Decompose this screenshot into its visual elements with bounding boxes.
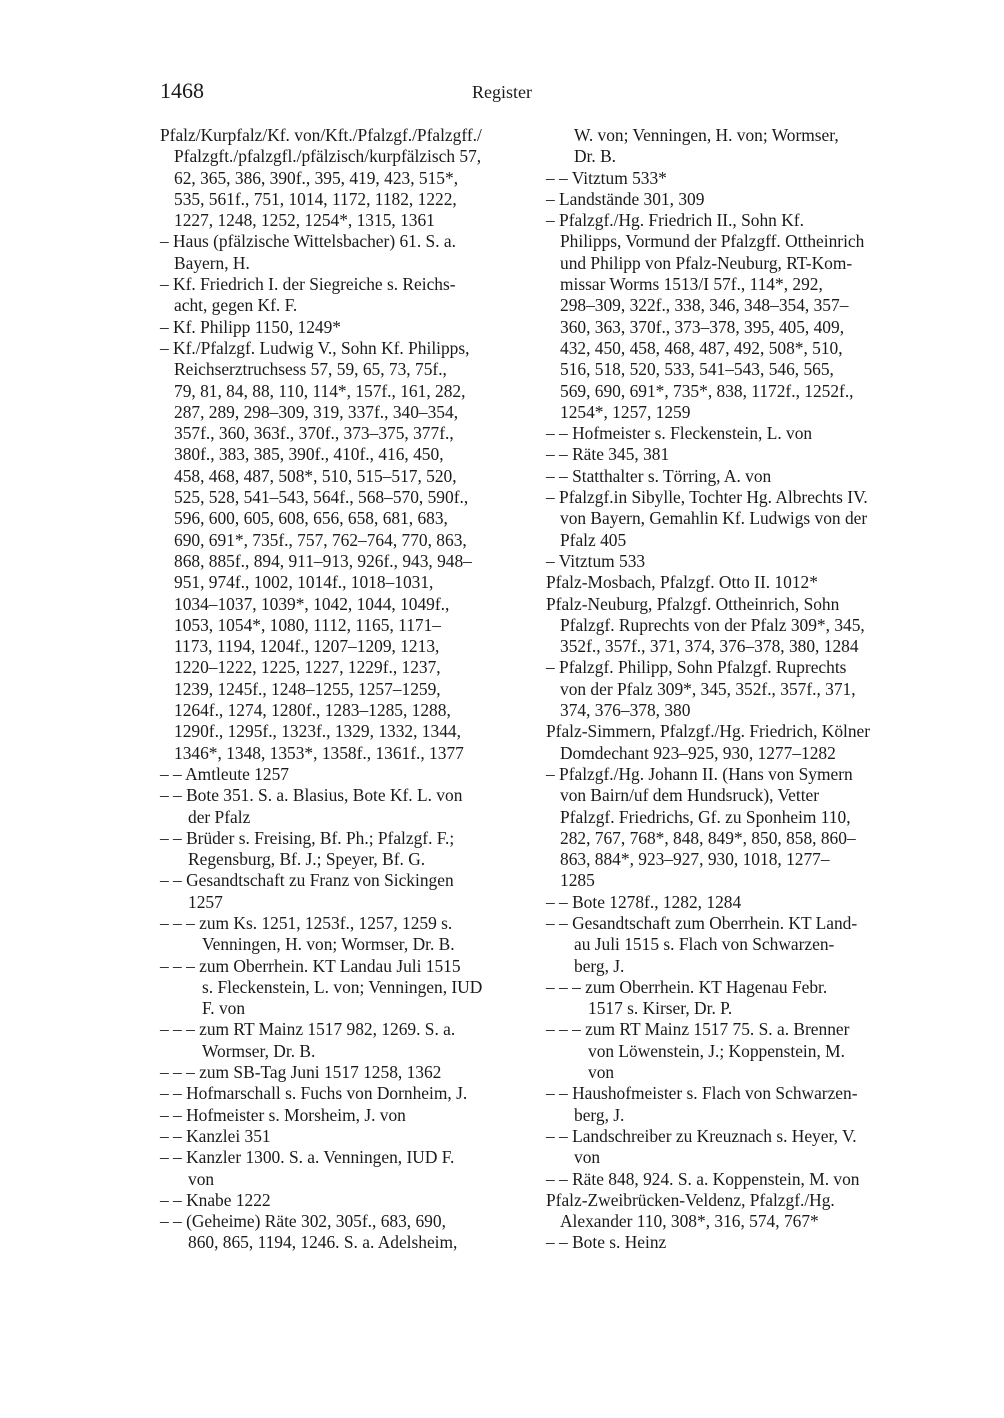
- index-entry-line: Pfalz/Kurpfalz/Kf. von/Kft./Pfalzgf./Pfalzgff./: [160, 125, 482, 145]
- index-entry-line: – – (Geheime) Räte 302, 305f., 683, 690,: [160, 1211, 446, 1232]
- index-entry-continuation: Reichserztruchsess 57, 59, 65, 73, 75f.,: [174, 359, 447, 380]
- index-entry-continuation: acht, gegen Kf. F.: [174, 295, 298, 316]
- index-entry-continuation: missar Worms 1513/I 57f., 114*, 292,: [560, 274, 823, 295]
- page-number: 1468: [160, 78, 204, 103]
- index-entry-continuation: berg, J.: [574, 1104, 625, 1125]
- index-entry-continuation: Domdechant 923–925, 930, 1277–1282: [560, 742, 836, 763]
- index-entry-line: – Vitztum 533: [546, 550, 646, 571]
- index-entry-continuation: der Pfalz: [188, 806, 251, 827]
- index-entry-continuation: 1254*, 1257, 1259: [560, 401, 691, 422]
- index-entry-line: – – Landschreiber zu Kreuznach s. Heyer, V.: [546, 1125, 857, 1146]
- index-entry-continuation: 863, 884*, 923–927, 930, 1018, 1277–: [560, 849, 830, 870]
- index-entry-continuation: 1290f., 1295f., 1323f., 1329, 1332, 1344,: [174, 721, 461, 742]
- index-entry-line: – Kf. Friedrich I. der Siegreiche s. Reichs-: [160, 274, 456, 295]
- index-entry-continuation: 1346*, 1348, 1353*, 1358f., 1361f., 1377: [174, 742, 464, 763]
- index-entry-line: – – Bote 351. S. a. Blasius, Bote Kf. L. von: [160, 785, 463, 806]
- index-entry-line: – – – zum Oberrhein. KT Landau Juli 1515: [160, 955, 461, 976]
- index-entry-continuation: 79, 81, 84, 88, 110, 114*, 157f., 161, 282,: [174, 380, 466, 401]
- index-entry-line: – – Hofmarschall s. Fuchs von Dornheim, J.: [160, 1083, 468, 1104]
- index-entry-line: – – – zum RT Mainz 1517 982, 1269. S. a.: [160, 1019, 456, 1040]
- index-entry-continuation: F. von: [202, 998, 246, 1019]
- index-entry-line: – – Bote 1278f., 1282, 1284: [546, 891, 742, 912]
- index-entry-line: – Kf. Philipp 1150, 1249*: [160, 316, 341, 337]
- index-entry-continuation: Regensburg, Bf. J.; Speyer, Bf. G.: [188, 849, 426, 870]
- index-entry-continuation: Philipps, Vormund der Pfalzgff. Ottheinrich: [560, 231, 865, 252]
- index-entry-continuation: von Bayern, Gemahlin Kf. Ludwigs von der: [560, 508, 868, 529]
- index-entry-line: – – Gesandtschaft zu Franz von Sickingen: [160, 870, 454, 891]
- index-entry-line: – – Räte 848, 924. S. a. Koppenstein, M. von: [546, 1168, 860, 1189]
- index-entry-continuation: 1173, 1194, 1204f., 1207–1209, 1213,: [174, 636, 440, 657]
- index-entry-continuation: berg, J.: [574, 955, 625, 976]
- index-entry-line: – – Amtleute 1257: [160, 763, 289, 784]
- index-entry-continuation: 860, 865, 1194, 1246. S. a. Adelsheim,: [188, 1232, 458, 1253]
- index-entry-continuation: 1220–1222, 1225, 1227, 1229f., 1237,: [174, 657, 441, 678]
- index-entry-continuation: von der Pfalz 309*, 345, 352f., 357f., 371,: [560, 678, 856, 699]
- index-entry-continuation: 287, 289, 298–309, 319, 337f., 340–354,: [174, 401, 459, 422]
- index-entry-line: – Landstände 301, 309: [546, 188, 705, 209]
- index-entry-continuation: 62, 365, 386, 390f., 395, 419, 423, 515*,: [174, 167, 459, 188]
- index-entry-line: – Pfalzgf.in Sibylle, Tochter Hg. Albrechts IV.: [546, 487, 868, 508]
- index-entry-line: – – Bote s. Heinz: [546, 1232, 667, 1253]
- index-entry-line: – – – zum Oberrhein. KT Hagenau Febr.: [546, 976, 828, 997]
- index-entry-continuation: 352f., 357f., 371, 374, 376–378, 380, 1284: [560, 636, 859, 657]
- index-entry-line: – – Brüder s. Freising, Bf. Ph.; Pfalzgf. F.;: [160, 827, 455, 848]
- index-entry-line: – Haus (pfälzische Wittelsbacher) 61. S. a.: [160, 231, 456, 252]
- index-entry-continuation: 1257: [188, 891, 223, 912]
- index-entry-continuation: von: [574, 1147, 601, 1168]
- index-entry-line: – Kf./Pfalzgf. Ludwig V., Sohn Kf. Philipps,: [160, 337, 470, 358]
- index-entry-line: Pfalz-Neuburg, Pfalzgf. Ottheinrich, Sohn: [546, 593, 840, 614]
- index-entry-line: – Pfalzgf./Hg. Friedrich II., Sohn Kf.: [546, 210, 804, 231]
- index-entry-line: – – Vitztum 533*: [546, 167, 667, 188]
- index-entry-continuation: von Bairn/uf dem Hundsruck), Vetter: [560, 785, 820, 806]
- index-entry-continuation: von: [188, 1168, 215, 1189]
- index-entry-continuation: 1285: [560, 870, 595, 891]
- index-entry-continuation: 298–309, 322f., 338, 346, 348–354, 357–: [560, 295, 849, 316]
- index-entry-line: – – Haushofmeister s. Flach von Schwarzen-: [546, 1083, 858, 1104]
- index-entry-continuation: au Juli 1515 s. Flach von Schwarzen-: [574, 934, 835, 955]
- index-entry-continuation: 596, 600, 605, 608, 656, 658, 681, 683,: [174, 508, 448, 529]
- running-head: Register: [472, 82, 532, 102]
- index-entry-line: – Pfalzgf./Hg. Johann II. (Hans von Symern: [546, 763, 853, 784]
- index-column-left: [160, 125, 532, 1254]
- index-entry-continuation: W. von; Venningen, H. von; Wormser,: [574, 125, 839, 145]
- index-entry-continuation: 569, 690, 691*, 735*, 838, 1172f., 1252f.,: [560, 380, 854, 401]
- index-entry-line: Pfalz-Simmern, Pfalzgf./Hg. Friedrich, Kölner: [546, 721, 871, 742]
- index-entry-line: – – Räte 345, 381: [546, 444, 670, 465]
- index-entry-line: – – Hofmeister s. Morsheim, J. von: [160, 1104, 406, 1125]
- index-entry-continuation: Bayern, H.: [174, 252, 250, 273]
- index-column-right: [546, 125, 914, 1254]
- index-entry-continuation: 951, 974f., 1002, 1014f., 1018–1031,: [174, 572, 434, 593]
- index-entry-continuation: Pfalzgf. Ruprechts von der Pfalz 309*, 345,: [560, 614, 865, 635]
- index-entry-continuation: 1053, 1054*, 1080, 1112, 1165, 1171–: [174, 614, 441, 635]
- index-entry-continuation: 1227, 1248, 1252, 1254*, 1315, 1361: [174, 210, 435, 231]
- index-entry-continuation: Dr. B.: [574, 146, 617, 167]
- index-entry-line: – – Gesandtschaft zum Oberrhein. KT Land-: [546, 912, 858, 933]
- index-entry-line: – – Kanzler 1300. S. a. Venningen, IUD F.: [160, 1147, 455, 1168]
- index-entry-line: – – Hofmeister s. Fleckenstein, L. von: [546, 423, 813, 444]
- index-entry-continuation: 357f., 360, 363f., 370f., 373–375, 377f.,: [174, 423, 454, 444]
- index-entry-continuation: s. Fleckenstein, L. von; Venningen, IUD: [202, 976, 483, 997]
- index-entry-continuation: und Philipp von Pfalz-Neuburg, RT-Kom-: [560, 252, 853, 273]
- index-entry-continuation: 1239, 1245f., 1248–1255, 1257–1259,: [174, 678, 441, 699]
- index-entry-continuation: von Löwenstein, J.; Koppenstein, M.: [588, 1040, 845, 1061]
- index-entry-continuation: Pfalz 405: [560, 529, 627, 550]
- index-entry-continuation: Alexander 110, 308*, 316, 574, 767*: [560, 1211, 819, 1232]
- index-entry-continuation: 1264f., 1274, 1280f., 1283–1285, 1288,: [174, 700, 451, 721]
- index-entry-continuation: Wormser, Dr. B.: [202, 1040, 316, 1061]
- index-entry-continuation: 458, 468, 487, 508*, 510, 515–517, 520,: [174, 465, 457, 486]
- index-entry-continuation: Pfalzgf. Friedrichs, Gf. zu Sponheim 110,: [560, 806, 851, 827]
- index-entry-line: Pfalz-Mosbach, Pfalzgf. Otto II. 1012*: [546, 572, 818, 593]
- index-entry-line: – – – zum SB-Tag Juni 1517 1258, 1362: [160, 1062, 442, 1083]
- index-entry-line: – – Knabe 1222: [160, 1189, 271, 1210]
- index-entry-continuation: 282, 767, 768*, 848, 849*, 850, 858, 860–: [560, 827, 856, 848]
- index-entry-continuation: 380f., 383, 385, 390f., 410f., 416, 450,: [174, 444, 444, 465]
- index-entry-continuation: von: [588, 1062, 615, 1083]
- index-entry-line: – – Kanzlei 351: [160, 1125, 271, 1146]
- index-entry-line: – Pfalzgf. Philipp, Sohn Pfalzgf. Ruprechts: [546, 657, 847, 678]
- index-entry-line: Pfalz-Zweibrücken-Veldenz, Pfalzgf./Hg.: [546, 1189, 835, 1210]
- index-entry-continuation: 516, 518, 520, 533, 541–543, 546, 565,: [560, 359, 834, 380]
- index-entry-continuation: 868, 885f., 894, 911–913, 926f., 943, 948–: [174, 550, 472, 571]
- index-entry-continuation: 360, 363, 370f., 373–378, 395, 405, 409,: [560, 316, 845, 337]
- index-entry-continuation: 690, 691*, 735f., 757, 762–764, 770, 863,: [174, 529, 467, 550]
- index-entry-continuation: 374, 376–378, 380: [560, 700, 691, 721]
- index-entry-line: – – – zum RT Mainz 1517 75. S. a. Brenner: [546, 1019, 850, 1040]
- index-entry-line: – – Statthalter s. Törring, A. von: [546, 465, 772, 486]
- index-entry-continuation: Venningen, H. von; Wormser, Dr. B.: [202, 934, 455, 955]
- index-entry-continuation: 1034–1037, 1039*, 1042, 1044, 1049f.,: [174, 593, 450, 614]
- index-entry-continuation: 432, 450, 458, 468, 487, 492, 508*, 510,: [560, 337, 843, 358]
- index-entry-continuation: Pfalzgft./pfalzgfl./pfälzisch/kurpfälzisch 57,: [174, 146, 482, 167]
- index-entry-continuation: 535, 561f., 751, 1014, 1172, 1182, 1222,: [174, 188, 457, 209]
- index-entry-line: – – – zum Ks. 1251, 1253f., 1257, 1259 s.: [160, 912, 453, 933]
- index-entry-continuation: 1517 s. Kirser, Dr. P.: [588, 998, 733, 1019]
- index-entry-continuation: 525, 528, 541–543, 564f., 568–570, 590f.,: [174, 487, 469, 508]
